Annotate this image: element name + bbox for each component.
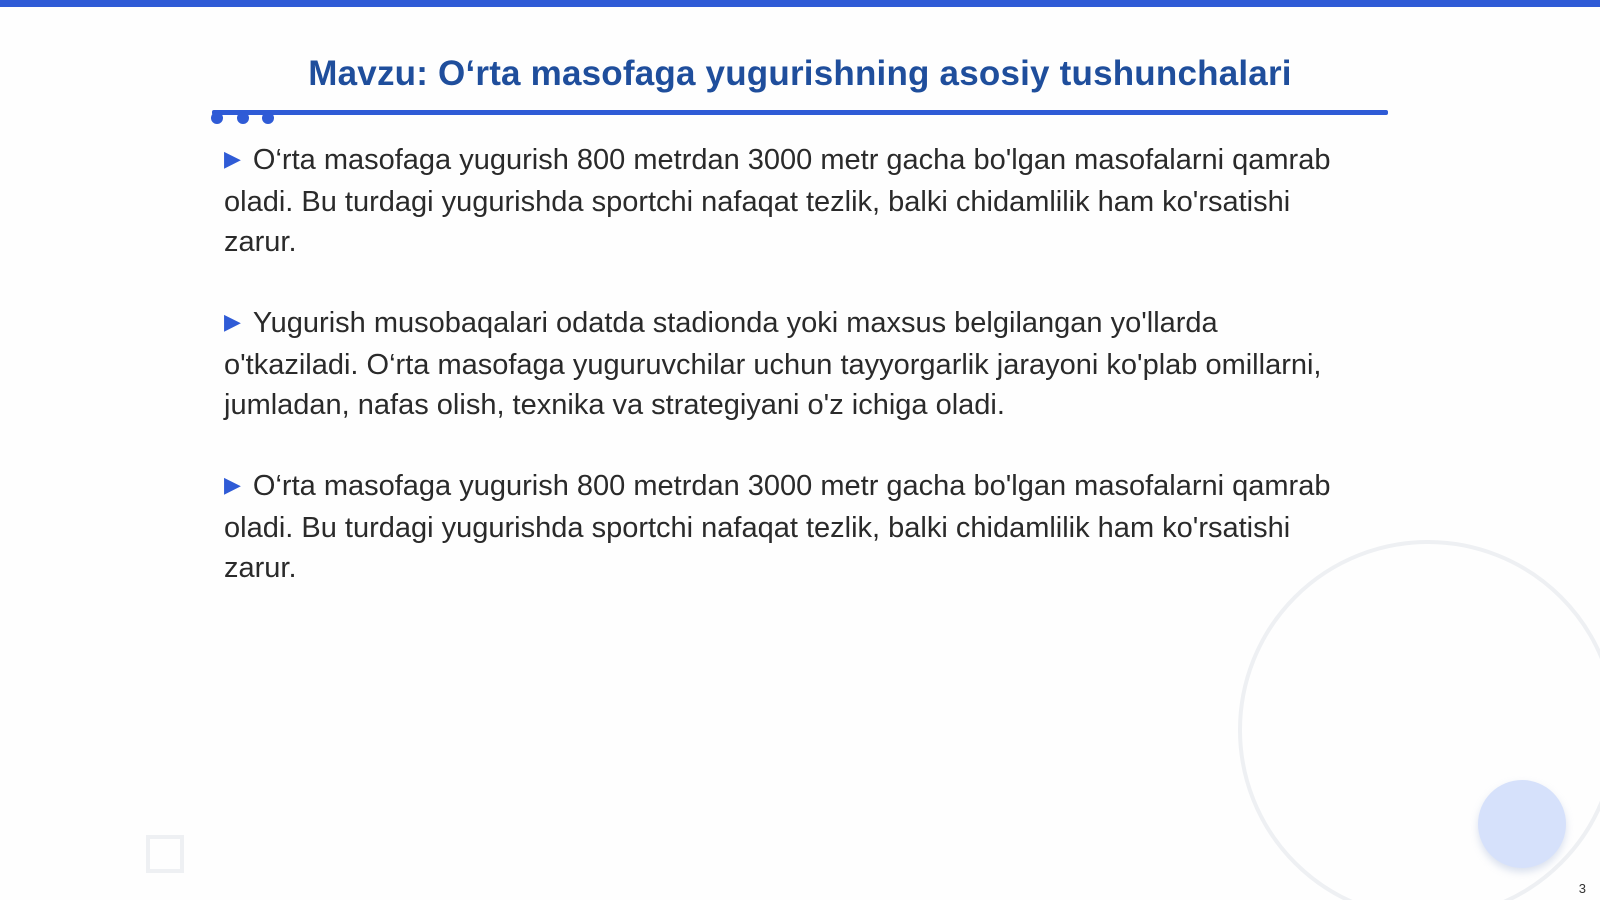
decorative-circle bbox=[1478, 780, 1566, 868]
bullet-text: O‘rta masofaga yugurish 800 metrdan 3000 metr gacha bo'lgan masofalarni qamrab oladi. Bu turdagi yugurishda sportchi nafaqat tezlik, balki chidamlilik ham ko'rsatishi zarur. bbox=[224, 144, 1331, 258]
title-underline bbox=[212, 110, 1388, 115]
decorative-dot bbox=[237, 112, 249, 124]
triangle-bullet-icon: ▶ bbox=[224, 309, 241, 334]
page-number: 3 bbox=[1578, 881, 1586, 896]
decorative-dot bbox=[262, 112, 274, 124]
decorative-dot bbox=[211, 112, 223, 124]
bullet-list bbox=[224, 140, 1344, 629]
slide-title: Mavzu: O‘rta masofaga yugurishning asosiy tushunchalari bbox=[308, 54, 1292, 93]
triangle-bullet-icon: ▶ bbox=[224, 472, 241, 497]
bullet-item bbox=[224, 140, 1344, 262]
bullet-text: Yugurish musobaqalari odatda stadionda yoki maxsus belgilangan yo'llarda o'tkaziladi. O‘rta masofaga yuguruvchilar uchun tayyorgarlik jarayoni ko'plab omillarni, jumladan, nafas olish, texnika va strategiyani o'z ichiga oladi. bbox=[224, 307, 1322, 421]
top-accent-bar bbox=[0, 0, 1600, 7]
bullet-item bbox=[224, 303, 1344, 425]
decorative-square bbox=[146, 835, 184, 873]
bullet-text: O‘rta masofaga yugurish 800 metrdan 3000 metr gacha bo'lgan masofalarni qamrab oladi. Bu turdagi yugurishda sportchi nafaqat tezlik, balki chidamlilik ham ko'rsatishi zarur. bbox=[224, 470, 1331, 584]
bullet-item bbox=[224, 466, 1344, 588]
triangle-bullet-icon: ▶ bbox=[224, 146, 241, 171]
